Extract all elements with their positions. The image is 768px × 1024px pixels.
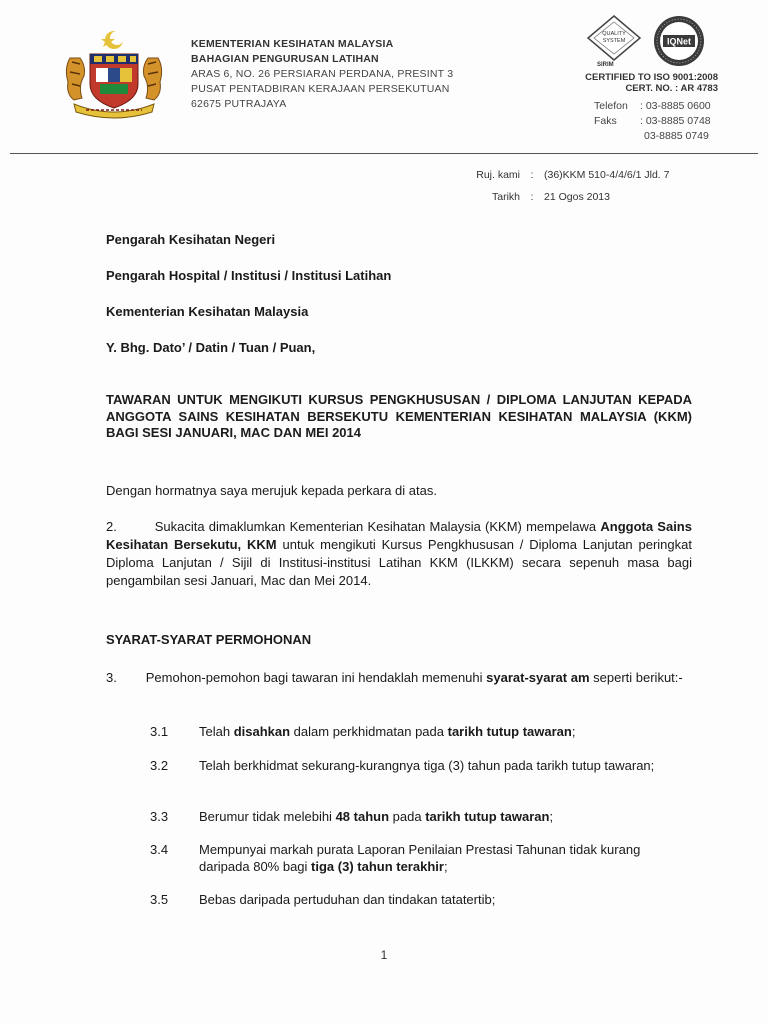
telefon-value: : 03-8885 0600 [640,100,711,112]
addressee-line: Pengarah Hospital / Institusi / Institusi Latihan [106,268,392,283]
paragraph-3 [106,669,692,687]
quality-system-badge-icon [586,14,642,66]
certification-block [585,72,718,94]
clause-number: 3.3 [150,809,169,824]
paragraph-text: seperti berikut:- [593,670,683,685]
faks-row-2 [594,129,711,144]
paragraph-number: 3. [106,670,117,685]
paragraph-bold-text: Anggota Sains Kesihatan Bersekutu, KKM [106,519,692,552]
clause-text: Telah berkhidmat sekurang-kurangnya tiga (3) tahun pada tarikh tutup tawaran; [199,758,655,773]
faks-label: Faks [594,115,617,127]
org-division: BAHAGIAN PENGURUSAN LATIHAN [191,53,379,65]
page-number: 1 [380,948,388,962]
iqnet-label: IQNet [666,36,692,47]
clause-number: 3.5 [150,892,169,907]
date-row [462,186,669,208]
ref-separator: : [530,169,534,181]
faks-value: 03-8885 0749 [644,130,709,142]
ruj-label: Ruj. kami [476,169,520,181]
clause-number: 3.2 [150,758,169,773]
clause-text: Bebas daripada pertuduhan dan tindakan tatatertib; [199,892,496,907]
paragraph-text: Sukacita dimaklumkan Kementerian Kesihatan Malaysia (KKM) mempelawa [154,519,597,534]
faks-row [594,114,711,129]
cert-number: CERT. NO. : AR 4783 [625,83,718,94]
clause-number: 3.4 [150,842,169,857]
reference-block [462,164,669,208]
tarikh-value: 21 Ogos 2013 [544,191,610,203]
coat-of-arms-logo [56,28,172,120]
org-name: KEMENTERIAN KESIHATAN MALAYSIA [191,38,394,50]
telefon-row [594,99,711,114]
faks-value: : 03-8885 0748 [640,115,711,127]
clause-text: Mempunyai markah purata Laporan Penilaian Prestasi Tahunan tidak kurang daripada 80% bagi tiga (3) tahun terakhir; [199,842,641,874]
salutation: Y. Bhg. Dato’ / Datin / Tuan / Puan, [106,340,316,355]
paragraph-text: untuk mengikuti Kursus Pengkhususan / Diploma Lanjutan peringkat Diploma Lanjutan / Sijil di Institusi-institusi Latihan KKM (ILKKM) secara sepenuh masa bagi pengambilan sesi Januari, Mac dan Mei 2014. [106,537,692,588]
addressee-line: Pengarah Kesihatan Negeri [106,232,276,247]
letterhead-org-block [191,37,453,112]
reference-row [462,164,669,186]
address-line: 62675 PUTRAJAYA [191,98,287,110]
ruj-value: (36)KKM 510-4/4/6/1 Jld. 7 [544,169,670,181]
clause-number: 3.1 [150,724,169,739]
quality-badge-text: SYSTEM [602,38,626,44]
paragraph-2 [106,518,692,590]
clause-text: Telah disahkan dalam perkhidmatan pada tarikh tutup tawaran; [199,724,576,739]
contact-block [594,99,711,144]
section-heading: SYARAT-SYARAT PERMOHONAN [106,632,312,647]
paragraph-bold-text: syarat-syarat am [486,670,590,685]
tarikh-label: Tarikh [491,191,520,203]
ref-separator: : [530,191,534,203]
iqnet-badge-icon [652,14,706,68]
telefon-label: Telefon [594,100,628,112]
address-line: ARAS 6, NO. 26 PERSIARAN PERDANA, PRESINT 3 [191,68,454,80]
addressee-line: Kementerian Kesihatan Malaysia [106,304,309,319]
header-divider [10,153,758,154]
opening-paragraph: Dengan hormatnya saya merujuk kepada perkara di atas. [106,483,437,498]
paragraph-number: 2. [106,519,117,534]
clause-text: Berumur tidak melebihi 48 tahun pada tarikh tutup tawaran; [199,809,554,824]
sirim-label: SIRIM [597,62,614,68]
address-line: PUSAT PENTADBIRAN KERAJAAN PERSEKUTUAN [191,83,450,95]
letter-subject: TAWARAN UNTUK MENGIKUTI KURSUS PENGKHUSUSAN / DIPLOMA LANJUTAN KEPADA ANGGOTA SAINS KESIHATAN BERSEKUTU KEMENTERIAN KESIHATAN MALAYSIA (KKM) BAGI SESI JANUARI, MAC DAN MEI 2014 [106,392,692,440]
certification-text: CERTIFIED TO ISO 9001:2008 [585,72,718,83]
quality-badge-text: QUALITY [602,31,626,37]
paragraph-text: Pemohon-pemohon bagi tawaran ini hendaklah memenuhi [145,670,483,685]
